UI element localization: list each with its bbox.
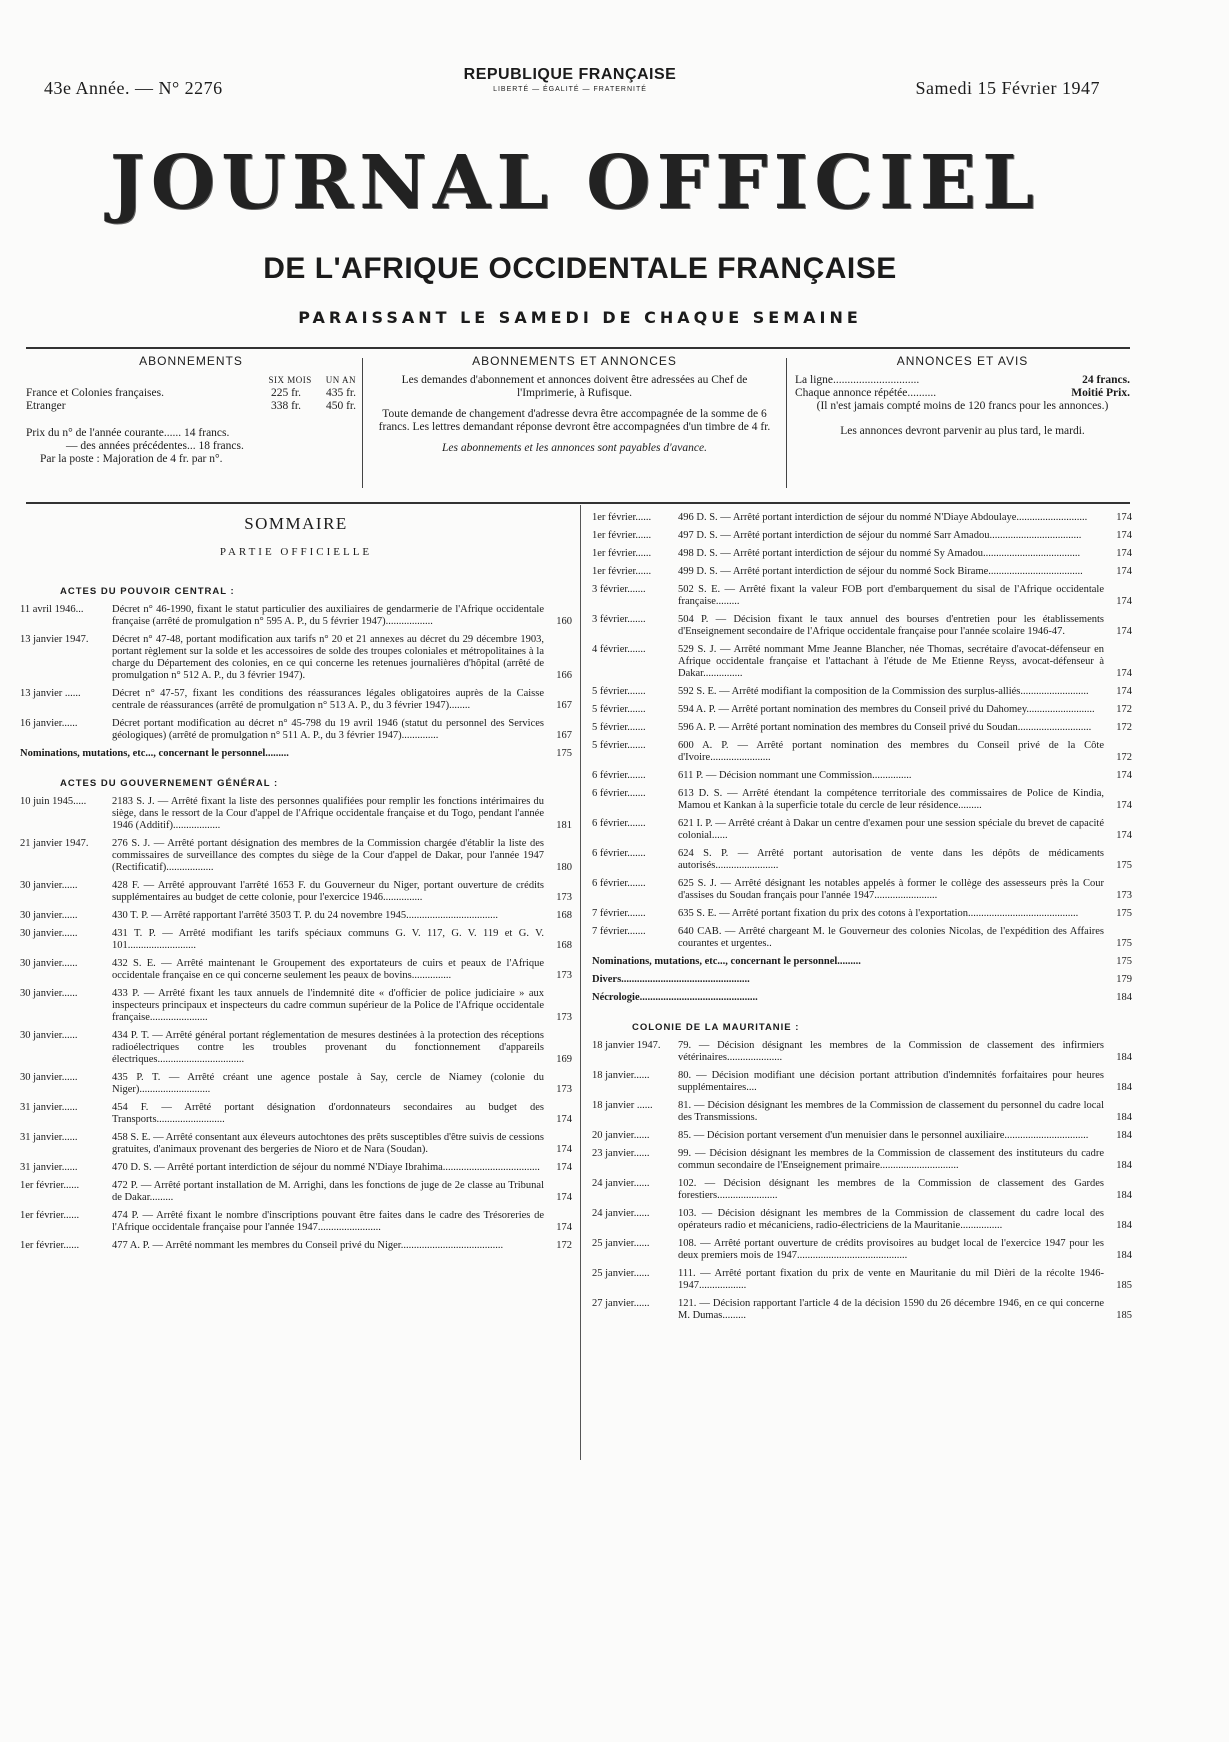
entry-page: 173 (556, 970, 572, 981)
entry-date: 1er février...... (592, 548, 652, 559)
subscriptions-heading: ABONNEMENTS (139, 354, 243, 368)
entry-text: 477 A. P. — Arrêté nommant les membres du Conseil privé du Niger....................................... (112, 1240, 504, 1251)
entry-date: 16 janvier...... (20, 718, 78, 729)
pouvoir-central-list (20, 604, 572, 760)
summary-entry (592, 1148, 1132, 1172)
entry-text: 80. — Décision modifiant une décision portant attribution d'indemnités forfaitaires pour heures supplémentaires.... (678, 1070, 1104, 1093)
entry-text: 474 P. — Arrêté fixant le nombre d'inscriptions pouvant être faites dans le cadre des Trésoreries de l'Afrique occidentale française pour l'année 1947........................ (112, 1210, 544, 1233)
box-separator (786, 358, 787, 488)
summary-entry (592, 1040, 1132, 1064)
summary-entry (592, 1268, 1132, 1292)
entry-page: 174 (1116, 596, 1132, 607)
entry-page: 174 (1116, 830, 1132, 841)
entry-date: 5 février....... (592, 740, 646, 751)
entry-text: 504 P. — Décision fixant le taux annuel des bourses d'entretien pour les établissements d'Enseignement secondaire de l'Afrique occidentale française pour l'année scolaire 1946-47. (678, 614, 1104, 637)
entry-date: 6 février....... (592, 818, 646, 829)
summary-left-column (20, 512, 572, 1258)
entry-text: 99. — Décision désignant les membres de la Commission de classement des instituteurs du cadre commun secondaire de l'Enseignement primaire.............................. (678, 1148, 1104, 1171)
summary-entry (592, 848, 1132, 872)
summary-entry (20, 748, 572, 760)
price-line: Par la poste : Majoration de 4 fr. par n°. (40, 453, 223, 465)
summary-entry (20, 1162, 572, 1174)
section-heading: COLONIE DE LA MAURITANIE : (632, 1022, 800, 1033)
entry-page: 184 (1116, 992, 1132, 1003)
six-months-header: SIX MOIS (268, 375, 312, 385)
entry-date: 7 février....... (592, 926, 646, 937)
entry-page: 174 (556, 1144, 572, 1155)
entry-page: 168 (556, 940, 572, 951)
entry-page: 175 (1116, 908, 1132, 919)
entry-page: 179 (1116, 974, 1132, 985)
issue-number: 43e Année. — N° 2276 (44, 78, 223, 98)
entry-text: 111. — Arrêté portant fixation du prix de vente en Mauritanie du mil Dièri de la récolte 1946-1947.................. (678, 1268, 1104, 1291)
entry-page: 172 (1116, 752, 1132, 763)
subscription-row (26, 400, 356, 413)
entry-text: 621 I. P. — Arrêté créant à Dakar un centre d'examen pour une session spéciale du brevet de capacité colonial...... (678, 818, 1104, 841)
entry-text: 472 P. — Arrêté portant installation de M. Arrighi, dans les fonctions de juge de 2e classe au Tribunal de Dakar......... (112, 1180, 544, 1203)
entry-date: 3 février....... (592, 584, 646, 595)
entry-date: 6 février....... (592, 878, 646, 889)
box-paragraph: Les demandes d'abonnement et annonces doivent être adressées au Chef de l'Imprimerie, à Rufisque. (401, 374, 748, 399)
entry-page: 167 (556, 700, 572, 711)
entry-date: 23 janvier...... (592, 1148, 650, 1159)
entry-text: 594 A. P. — Arrêté portant nomination des membres du Conseil privé du Dahomey.......................... (678, 704, 1095, 715)
summary-entry (20, 688, 572, 712)
entry-page: 172 (1116, 704, 1132, 715)
summary-entry (592, 908, 1132, 920)
entry-page: 184 (1116, 1190, 1132, 1201)
price-line: Prix du n° de l'année courante...... 14 francs. (26, 427, 230, 439)
summary-entry (20, 988, 572, 1024)
summary-entry (592, 1238, 1132, 1262)
deadline-note: Les annonces devront parvenir au plus tard, le mardi. (840, 425, 1085, 437)
entry-page: 174 (1116, 668, 1132, 679)
entry-text: 102. — Décision désignant les membres de la Commission de classement des Gardes forestiers....................... (678, 1178, 1104, 1201)
entry-date: 1er février...... (20, 1210, 80, 1221)
entry-date: 1er février...... (20, 1240, 80, 1251)
entry-text: 276 S. J. — Arrêté portant désignation des membres de la Commission chargée d'établir la liste des commissaires de surveillance des comptes du siège de la Cour d'appel de Dakar, pour l'année 1947 (Rectificatif).................. (112, 838, 544, 873)
journal-subtitle: DE L'AFRIQUE OCCIDENTALE FRANÇAISE (263, 252, 897, 285)
summary-part: PARTIE OFFICIELLE (219, 546, 373, 558)
entry-date: 1er février...... (20, 1180, 80, 1191)
summary-entry (592, 974, 1132, 986)
entry-date: 7 février....... (592, 908, 646, 919)
entry-date: 30 janvier...... (20, 880, 78, 891)
entry-page: 174 (1116, 512, 1132, 523)
summary-entry (592, 788, 1132, 812)
entry-page: 181 (556, 820, 572, 831)
summary-entry (592, 1208, 1132, 1232)
summary-entry (592, 956, 1132, 968)
gouvernement-general-continued-list (592, 512, 1132, 1004)
entry-text: 432 S. E. — Arrêté maintenant le Groupement des exportateurs de cuirs et peaux de l'Afrique occidentale française en ce qui concerne seulement les peaux de bovins............... (112, 958, 544, 981)
entry-date: 4 février....... (592, 644, 646, 655)
entry-date: 27 janvier...... (592, 1298, 650, 1309)
subscriptions-announcements-heading: ABONNEMENTS ET ANNONCES (472, 354, 677, 368)
subscriptions-announcements-box (372, 355, 777, 495)
entry-text: 640 CAB. — Arrêté chargeant M. le Gouverneur des colonies Nicolas, de l'expédition des Affaires courantes et urgentes.. (678, 926, 1104, 949)
journal-title: JOURNAL OFFICIEL (109, 140, 1041, 226)
summary-entry (592, 1070, 1132, 1094)
entry-page: 184 (1116, 1082, 1132, 1093)
entry-text: 85. — Décision portant versement d'un menuisier dans le personnel auxiliaire................................ (678, 1130, 1089, 1141)
summary-entry (592, 584, 1132, 608)
subscriptions-box (26, 355, 356, 495)
entry-text: Nécrologie............................................. (592, 992, 758, 1003)
summary-entry (20, 880, 572, 904)
entry-date: 30 janvier...... (20, 910, 78, 921)
summary-entry (592, 1298, 1132, 1322)
entry-text: 458 S. E. — Arrêté consentant aux éleveurs autochtones des prêts susceptibles d'être suivis de cessions gratuites, d'animaux provenant des bergeries de Nioro et de Nara (Soudan). (112, 1132, 544, 1155)
entry-date: 30 janvier...... (20, 928, 78, 939)
entry-page: 160 (556, 616, 572, 627)
entry-page: 173 (556, 1084, 572, 1095)
issue-date: Samedi 15 Février 1947 (915, 78, 1100, 98)
entry-date: 30 janvier...... (20, 1072, 78, 1083)
entry-page: 174 (1116, 626, 1132, 637)
entry-date: 31 janvier...... (20, 1132, 78, 1143)
summary-entry (20, 1180, 572, 1204)
subscriptions-column-headers (26, 374, 356, 387)
minimum-note: (Il n'est jamais compté moins de 120 francs pour les annonces.) (816, 400, 1109, 412)
summary-entry (20, 1030, 572, 1066)
entry-page: 175 (1116, 956, 1132, 967)
price-row (795, 387, 1130, 400)
entry-page: 184 (1116, 1052, 1132, 1063)
subscription-one-year: 450 fr. (325, 400, 356, 412)
entry-page: 174 (1116, 566, 1132, 577)
entry-text: 2183 S. J. — Arrêté fixant la liste des personnes qualifiées pour remplir les fonctions intérimaires du siège, dans le ressort de la Cour d'appel de l'Afrique occidentale française et du Togo, pendant l'année 1946 (Additif).................. (112, 796, 544, 831)
entry-page: 184 (1116, 1160, 1132, 1171)
entry-text: 613 D. S. — Arrêté étendant la compétence territoriale des commissaires de Police de Kindia, Mamou et Kankan à la superficie totale du cercle de leur résidence......... (678, 788, 1104, 811)
entry-text: 108. — Arrêté portant ouverture de crédits provisoires au budget local de l'exercice 1947 pour les deux premiers mois de 1947.......................................... (678, 1238, 1104, 1261)
entry-page: 172 (1116, 722, 1132, 733)
republic-heading: REPUBLIQUE FRANÇAISE (463, 66, 677, 83)
entry-text: 624 S. P. — Arrêté portant autorisation de vente dans les dépôts de médicaments autorisés........................ (678, 848, 1104, 871)
entry-date: 20 janvier...... (592, 1130, 650, 1141)
entry-date: 31 janvier...... (20, 1162, 78, 1173)
entry-page: 180 (556, 862, 572, 873)
entry-page: 174 (1116, 686, 1132, 697)
entry-text: 428 F. — Arrêté approuvant l'arrêté 1653 F. du Gouverneur du Niger, portant ouverture de crédits supplémentaires au budget de cette colonie, pour l'exercice 1946............... (112, 880, 544, 903)
entry-page: 174 (556, 1192, 572, 1203)
subscription-six-months: 225 fr. (270, 387, 301, 399)
summary-entry (592, 530, 1132, 542)
summary-entry (592, 512, 1132, 524)
section-heading: ACTES DU GOUVERNEMENT GÉNÉRAL : (60, 778, 279, 789)
entry-text: 470 D. S. — Arrêté portant interdiction de séjour du nommé N'Diaye Ibrahima..................................... (112, 1162, 540, 1173)
entry-page: 184 (1116, 1130, 1132, 1141)
summary-entry (592, 614, 1132, 638)
summary-entry (20, 796, 572, 832)
summary-entry (592, 722, 1132, 734)
entry-date: 25 janvier...... (592, 1268, 650, 1279)
entry-date: 5 février....... (592, 722, 646, 733)
entry-date: 5 février....... (592, 704, 646, 715)
summary-entry (592, 1178, 1132, 1202)
republic-motto: LIBERTÉ — ÉGALITÉ — FRATERNITÉ (493, 86, 647, 93)
entry-date: 1er février...... (592, 512, 652, 523)
announcements-box (795, 355, 1130, 495)
entry-date: 30 janvier...... (20, 1030, 78, 1041)
summary-entry (20, 910, 572, 922)
entry-date: 10 juin 1945..... (20, 796, 87, 807)
entry-text: 454 F. — Arrêté portant désignation d'ordonnateurs secondaires au budget des Transports.......................... (112, 1102, 544, 1125)
summary-entry (592, 926, 1132, 950)
entry-text: Divers................................................. (592, 974, 750, 985)
entry-text: 433 P. — Arrêté fixant les taux annuels de l'indemnité dite « d'officier de police judiciaire » aux inspecteurs principaux et inspecteurs du cadre commun supérieur de la Police de l'Afrique occidentale française...................... (112, 988, 544, 1023)
entry-date: 18 janvier...... (592, 1070, 650, 1081)
summary-entry (20, 838, 572, 874)
summary-entry (592, 1130, 1132, 1142)
entry-page: 173 (556, 1012, 572, 1023)
entry-text: 121. — Décision rapportant l'article 4 de la décision 1590 du 26 décembre 1946, en ce qui concerne M. Dumas......... (678, 1298, 1104, 1321)
summary-entry (20, 928, 572, 952)
subscription-six-months: 338 fr. (270, 400, 301, 412)
subscription-one-year: 435 fr. (325, 387, 356, 399)
subscription-row-label: Etranger (26, 400, 66, 412)
summary-entry (592, 566, 1132, 578)
mauritanie-list (592, 1040, 1132, 1322)
entry-date: 13 janvier 1947. (20, 634, 89, 645)
entry-text: 497 D. S. — Arrêté portant interdiction de séjour du nommé Sarr Amadou................................... (678, 530, 1082, 541)
one-year-header: UN AN (325, 375, 356, 385)
price-label: La ligne.............................. (795, 374, 920, 386)
entry-text: 499 D. S. — Arrêté portant interdiction de séjour du nommé Sock Birame.................................... (678, 566, 1083, 577)
entry-date: 31 janvier...... (20, 1102, 78, 1113)
box-paragraph: Toute demande de changement d'adresse devra être accompagnée de la somme de 6 francs. Les lettres demandant réponse devront être accompagnées d'un timbre de 4 fr. (378, 408, 771, 433)
entry-page: 169 (556, 1054, 572, 1065)
summary-entry (20, 604, 572, 628)
entry-page: 166 (556, 670, 572, 681)
summary-entry (592, 686, 1132, 698)
summary-right-column (592, 512, 1132, 1328)
summary-entry (592, 818, 1132, 842)
entry-text: 635 S. E. — Arrêté portant fixation du prix des cotons à l'exportation.......................................... (678, 908, 1079, 919)
subscription-row-label: France et Colonies françaises. (26, 387, 164, 399)
entry-text: 79. — Décision désignant les membres de la Commission de classement des infirmiers vétérinaires..................... (678, 1040, 1104, 1063)
entry-page: 184 (1116, 1220, 1132, 1231)
entry-date: 24 janvier...... (592, 1178, 650, 1189)
summary-entry (592, 704, 1132, 716)
section-heading: ACTES DU POUVOIR CENTRAL : (60, 586, 235, 597)
entry-text: 502 S. E. — Arrêté fixant la valeur FOB port d'embarquement du sisal de l'Afrique occidentale française......... (678, 584, 1104, 607)
entry-page: 167 (556, 730, 572, 741)
entry-date: 3 février....... (592, 614, 646, 625)
price-label: Chaque annonce répétée.......... (795, 387, 937, 399)
gouvernement-general-list (20, 796, 572, 1252)
subscription-row (26, 387, 356, 400)
entry-text: 431 T. P. — Arrêté modifiant les tarifs spéciaux communs G. V. 117, G. V. 119 et G. V. 101.......................... (112, 928, 544, 951)
entry-page: 174 (556, 1222, 572, 1233)
summary-title: SOMMAIRE (244, 514, 348, 533)
entry-text: 611 P. — Décision nommant une Commission............... (678, 770, 912, 781)
summary-entry (592, 548, 1132, 560)
entry-text: 498 D. S. — Arrêté portant interdiction de séjour du nommé Sy Amadou..................................... (678, 548, 1081, 559)
summary-entry (20, 718, 572, 742)
entry-page: 174 (1116, 800, 1132, 811)
entry-page: 173 (1116, 890, 1132, 901)
entry-text: 434 P. T. — Arrêté général portant réglementation de mesures destinées à la protection des réceptions radioélectriques contre les troubles provenant du fonctionnement d'appareils électriques................................. (112, 1030, 544, 1065)
summary-entry (592, 740, 1132, 764)
summary-entry (20, 1102, 572, 1126)
entry-date: 6 février....... (592, 788, 646, 799)
price-value: 24 francs. (1082, 374, 1130, 386)
entry-text: Nominations, mutations, etc..., concernant le personnel......... (20, 748, 289, 759)
entry-date: 6 février....... (592, 848, 646, 859)
entry-page: 184 (1116, 1250, 1132, 1261)
entry-date: 13 janvier ...... (20, 688, 81, 699)
entry-page: 175 (556, 748, 572, 759)
entry-text: 435 P. T. — Arrêté créant une agence postale à Say, cercle de Niamey (colonie du Niger)........................... (112, 1072, 544, 1095)
entry-text: 430 T. P. — Arrêté rapportant l'arrêté 3503 T. P. du 24 novembre 1945................................... (112, 910, 499, 921)
summary-entry (592, 1100, 1132, 1124)
entry-text: 81. — Décision désignant les membres de la Commission de classement du personnel du cadre local des Transmissions. (678, 1100, 1104, 1123)
entry-text: Décret n° 47-48, portant modification aux tarifs n° 20 et 21 annexes au décret du 29 décembre 1903, portant règlement sur la solde et les accessoires de solde des troupes coloniales et métropolitaines à la charge du Département des colonies, en ce qui concerne les retenues journalières d'hôpital (arrêté de promulgation n° 512 A. P., du 3 février 1947). (112, 634, 544, 681)
summary-entry (20, 1210, 572, 1234)
journal-tagline: PARAISSANT LE SAMEDI DE CHAQUE SEMAINE (298, 308, 862, 327)
entry-page: 174 (556, 1162, 572, 1173)
entry-date: 6 février....... (592, 770, 646, 781)
entry-page: 174 (1116, 770, 1132, 781)
entry-text: 625 S. J. — Arrêté désignant les notables appelés à former le collège des assesseurs près la Cour d'assises du Soudan français pour l'année 1947........................ (678, 878, 1104, 901)
summary-entry (592, 770, 1132, 782)
entry-text: Décret portant modification au décret n° 45-798 du 19 avril 1946 (statut du personnel des Services géologiques) (arrêté de promulgation n° 511 A. P., du 3 février 1947).............. (112, 718, 544, 741)
entry-page: 184 (1116, 1112, 1132, 1123)
entry-text: 529 S. J. — Arrêté nommant Mme Jeanne Blancher, née Thomas, secrétaire d'avocat-défenseur en Afrique occidentale française et l'attachant à l'étude de Me Etienne Reyss, avocat-défenseur à Dakar............... (678, 644, 1104, 679)
entry-date: 30 janvier...... (20, 988, 78, 999)
entry-page: 174 (1116, 548, 1132, 559)
summary-entry (20, 634, 572, 682)
entry-text: 103. — Décision désignant les membres de la Commission de classement du cadre local des opérateurs radio et mécaniciens, radio-électriciens de la Mauritanie................ (678, 1208, 1104, 1231)
summary-entry (20, 958, 572, 982)
entry-date: 24 janvier...... (592, 1208, 650, 1219)
entry-date: 1er février...... (592, 530, 652, 541)
entry-text: 596 A. P. — Arrêté portant nomination des membres du Conseil privé du Soudan............................ (678, 722, 1092, 733)
entry-date: 18 janvier ...... (592, 1100, 653, 1111)
masthead-topline (40, 66, 1100, 108)
entry-date: 5 février....... (592, 686, 646, 697)
entry-page: 174 (1116, 530, 1132, 541)
entry-page: 174 (556, 1114, 572, 1125)
entry-date: 11 avril 1946... (20, 604, 84, 615)
price-value: Moitié Prix. (1071, 387, 1130, 399)
boxes-bottom-rule (26, 502, 1130, 504)
price-row (795, 374, 1130, 387)
entry-page: 168 (556, 910, 572, 921)
entry-date: 1er février...... (592, 566, 652, 577)
entry-page: 175 (1116, 860, 1132, 871)
summary-entry (20, 1240, 572, 1252)
entry-page: 185 (1116, 1310, 1132, 1321)
entry-text: Décret n° 46-1990, fixant le statut particulier des auxiliaires de gendarmerie de l'Afrique occidentale française (arrêté de promulgation n° 595 A. P., du 5 février 1947).................. (112, 604, 544, 627)
entry-date: 21 janvier 1947. (20, 838, 89, 849)
entry-page: 185 (1116, 1280, 1132, 1291)
entry-text: Décret n° 47-57, fixant les conditions des réassurances légales obligatoires auprès de la Caisse centrale de réassurances (arrêté de promulgation n° 513 A. P., du 3 février 1947)........ (112, 688, 544, 711)
summary-entry (592, 644, 1132, 680)
entry-date: 25 janvier...... (592, 1238, 650, 1249)
column-separator (580, 505, 581, 1460)
announcements-heading: ANNONCES ET AVIS (896, 354, 1029, 368)
entry-page: 175 (1116, 938, 1132, 949)
summary-entry (592, 878, 1132, 902)
summary-entry (20, 1132, 572, 1156)
entry-page: 173 (556, 892, 572, 903)
entry-date: 30 janvier...... (20, 958, 78, 969)
entry-text: 496 D. S. — Arrêté portant interdiction de séjour du nommé N'Diaye Abdoulaye........................... (678, 512, 1088, 523)
summary-entry (592, 992, 1132, 1004)
entry-text: 600 A. P. — Arrêté portant nomination des membres du Conseil privé de la Côte d'Ivoire....................... (678, 740, 1104, 763)
entry-text: Nominations, mutations, etc..., concernant le personnel......... (592, 956, 861, 967)
entry-text: 592 S. E. — Arrêté modifiant la composition de la Commission des surplus-alliés.......................... (678, 686, 1089, 697)
payment-note: Les abonnements et les annonces sont payables d'avance. (442, 442, 707, 454)
price-line: — des années précédentes... 18 francs. (66, 440, 244, 452)
summary-entry (20, 1072, 572, 1096)
box-separator (362, 358, 363, 488)
entry-page: 172 (556, 1240, 572, 1251)
top-rule (26, 347, 1130, 349)
entry-date: 18 janvier 1947. (592, 1040, 661, 1051)
